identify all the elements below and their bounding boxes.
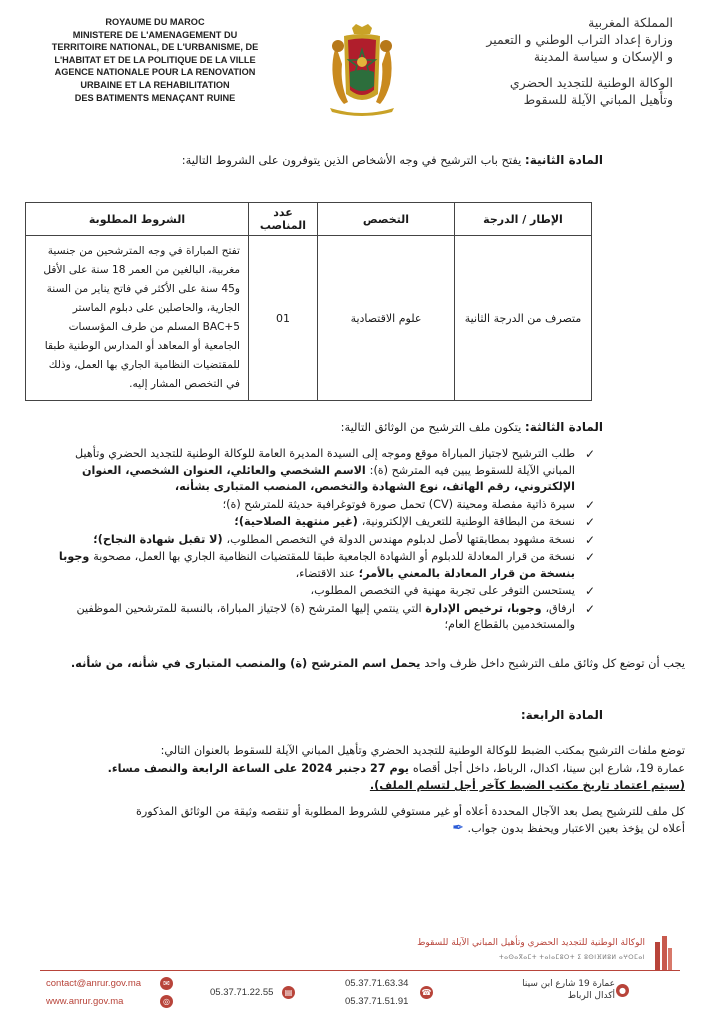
article-3-text: يتكون ملف الترشيح من الوثائق التالية: (340, 420, 522, 434)
fax-icon: ▤ (282, 986, 295, 999)
footer-logo-tifinagh: ⵜⴰⵙⴰⴳⴰⵎⵜ ⵜⴰⵏⴰⵎⵓⵔⵜ ⵉ ⵓⵙⵏⴼⵍⵓⵍ ⴰⵖⵔⵎⴰⵏ (499, 954, 645, 961)
fr-line: L'HABITAT ET DE LA POLITIQUE DE LA VILLE (54, 54, 256, 65)
documents-list (40, 446, 595, 635)
fr-line: AGENCE NATIONALE POUR LA RENOVATION (54, 67, 256, 78)
article-4-line: توضع ملفات الترشيح بمكتب الضبط للوكالة الوطنية للتجديد الحضري وتأهيل المباني الآيلة للسقوط بالعنوان التالي: (160, 744, 685, 757)
article-3-title: المادة الثالثة: (524, 420, 603, 434)
footer-phone-2: 05.37.71.51.91 (345, 996, 409, 1007)
item-after: التي ينتمي إليها المترشح (ة) لاجتياز المباراة، بالنسبة للمترشحين الموظفين والمستخدمين بالقطاع العام؛ (76, 601, 575, 631)
item-bold: وجوبا، ترخيص الإدارة (425, 601, 546, 615)
article-4-line (35, 777, 685, 795)
email-icon: ✉ (160, 977, 173, 990)
item-bold: (غير منتهية الصلاحية)؛ (234, 515, 362, 528)
article-4-body (35, 742, 685, 838)
list-item (40, 514, 595, 531)
checkmark-icon: ✓ (584, 601, 595, 616)
line-normal: أعلاه لن يؤخذ بعين الاعتبار ويحفظ بدون جواب. (467, 822, 685, 835)
item-text: سيرة ذاتية مفصلة ومحينة (CV) تحمل صورة فوتوغرافية حديثة للمترشح (ة)؛ (222, 497, 575, 511)
header-posts: عدد المناصب (249, 203, 318, 236)
cell-specialty: علوم الاقتصادية (318, 236, 455, 401)
fr-line: DES BATIMENTS MENAÇANT RUINE (74, 92, 236, 103)
header-arabic (453, 14, 673, 108)
article-2-text: يفتح باب الترشيح في وجه الأشخاص الذين يتوفرون على الشروط التالية: (181, 153, 522, 167)
article-4-line (35, 820, 685, 838)
address-line: أكدال الرباط (567, 991, 615, 1001)
list-item (40, 583, 595, 600)
header-french (40, 16, 270, 104)
article-2-title: المادة الثانية: (524, 153, 603, 167)
envelope-note (65, 655, 685, 672)
address-line: عمارة 19 شارع ابن سينا (522, 979, 615, 989)
header-conditions: الشروط المطلوبة (26, 203, 249, 236)
location-pin-icon: ● (616, 984, 629, 997)
item-text: نسخة من البطاقة الوطنية للتعريف الإلكترونية، (361, 515, 575, 528)
item-text: نسخة من قرار المعادلة للدبلوم أو الشهادة الجامعية طبقا للمقتضيات النظامية الجاري بها العمل، مصحوبة (93, 550, 575, 563)
list-item (40, 446, 595, 496)
item-text: طلب الترشيح لاجتياز المباراة موقع وموجه إلى السيدة المديرة العامة للوكالة الوطنية للتجديد الحضري وتأهيل المباني الآيلة للسقوط يبين فيه المترشح (ة): (75, 447, 575, 477)
line-normal: عمارة 19، شارع ابن سينا، اكدال، الرباط، داخل أجل أقصاه (412, 761, 685, 775)
footer-address (495, 978, 615, 1002)
fr-line: TERRITOIRE NATIONAL, DE L'URBANISME, DE (51, 42, 259, 53)
requirements-table (25, 202, 592, 401)
note-bold: يحمل اسم المترشح (ة) والمنصب المتبارى في شأنه، من شأنه. (70, 656, 425, 670)
fr-line: URBAINE ET LA REHABILITATION (80, 79, 230, 90)
fr-line: MINISTERE DE L'AMENAGEMENT DU (72, 29, 238, 40)
globe-icon: ◎ (160, 995, 173, 1008)
table-row (26, 236, 592, 401)
checkmark-icon: ✓ (584, 532, 595, 547)
checkmark-icon: ✓ (584, 497, 595, 512)
cell-grade: متصرف من الدرجة الثانية (455, 236, 592, 401)
coat-of-arms-icon (322, 24, 402, 116)
checkmark-icon: ✓ (584, 515, 595, 529)
footer-fax: 05.37.71.22.55 (210, 987, 274, 998)
ar-agency-line: الوكالة الوطنية للتجديد الحضري (509, 75, 673, 90)
signature-mark-icon: ✒ (452, 820, 464, 836)
footer-divider (40, 970, 680, 971)
article-3-heading (43, 418, 603, 436)
list-item (40, 549, 595, 582)
header-specialty: التخصص (318, 203, 455, 236)
checkmark-icon: ✓ (584, 447, 595, 461)
list-item (40, 497, 595, 514)
item-text: نسخة مشهود بمطابقتها لأصل لدبلوم مهندس الدولة في التخصص المطلوب، (226, 532, 575, 546)
fr-line: ROYAUME DU MAROC (105, 17, 205, 27)
ar-agency-line: وتأهيل المباني الآيلة للسقوط (523, 92, 673, 107)
list-item (40, 601, 595, 634)
checkmark-icon: ✓ (584, 584, 595, 598)
agency-logo-icon (653, 936, 673, 970)
footer-website[interactable]: www.anrur.gov.ma (46, 996, 124, 1007)
item-after: عند الاقتضاء، (295, 566, 359, 580)
header-grade: الإطار / الدرجة (455, 203, 592, 236)
cell-posts: 01 (249, 236, 318, 401)
item-text: ارفاق، (545, 601, 575, 615)
article-4-line: كل ملف للترشيح يصل بعد الآجال المحددة أعلاه أو غير مستوفي للشروط المطلوبة أو تنقصه وثيقة من الوثائق المذكورة (136, 804, 685, 818)
ar-kingdom: المملكة المغربية (588, 15, 673, 30)
item-bold: الاسم الشخصي والعائلي، العنوان الشخصي، العنوان الإلكتروني، رقم الهاتف، نوع الشهادة والتخصص، المنصب المتبارى بشأنه، (81, 463, 575, 493)
item-bold: (لا تقبل شهادة النجاح)؛ (93, 532, 227, 546)
footer-email[interactable]: contact@anrur.gov.ma (46, 978, 142, 989)
line-bold: (سيتم اعتماد تاريخ مكتب الضبط كآخر أجل لتسلم الملف). (369, 779, 685, 792)
article-2-heading (43, 151, 603, 169)
note-text: يجب أن توضع كل وثائق ملف الترشيح داخل ظرف واحد (424, 656, 685, 670)
line-bold: يوم 27 دجنبر 2024 على الساعة الرابعة والنصف مساء. (107, 761, 413, 775)
phone-icon: ☎ (421, 988, 432, 997)
list-item (40, 532, 595, 549)
footer-logo-text: الوكالة الوطنية للتجديد الحضري وتأهيل المباني الآيلة للسقوط (417, 938, 645, 948)
article-4-title: المادة الرابعة: (520, 708, 603, 722)
footer-phone-1: 05.37.71.63.34 (345, 978, 409, 989)
item-text: يستحسن التوفر على تجربة مهنية في التخصص المطلوب، (310, 584, 575, 597)
ar-ministry-line: وزارة إعداد التراب الوطني و التعمير (486, 32, 673, 47)
item-bold: وجوبا بنسخة من قرار المعادلة بالمعني بالأمر؛ (58, 550, 575, 580)
cell-conditions: تفتح المباراة في وجه المترشحين من جنسية مغربية، البالغين من العمر 18 سنة على الأقل و45 سنة على الأكثر في فاتح يناير من السنة الجارية، والحاصلين على دبلوم الماستر BAC+5 المسلم من طرف المؤسسات الجامعية أو المعاهد أو المدارس الوطنية طبقا للمقتضيات النظامية الجاري بها العمل، وذلك في التخصص المشار إليه. (26, 236, 249, 401)
ar-ministry-line: و الإسكان و سياسة المدينة (533, 49, 673, 64)
article-4-line (35, 760, 685, 778)
checkmark-icon: ✓ (584, 550, 595, 564)
